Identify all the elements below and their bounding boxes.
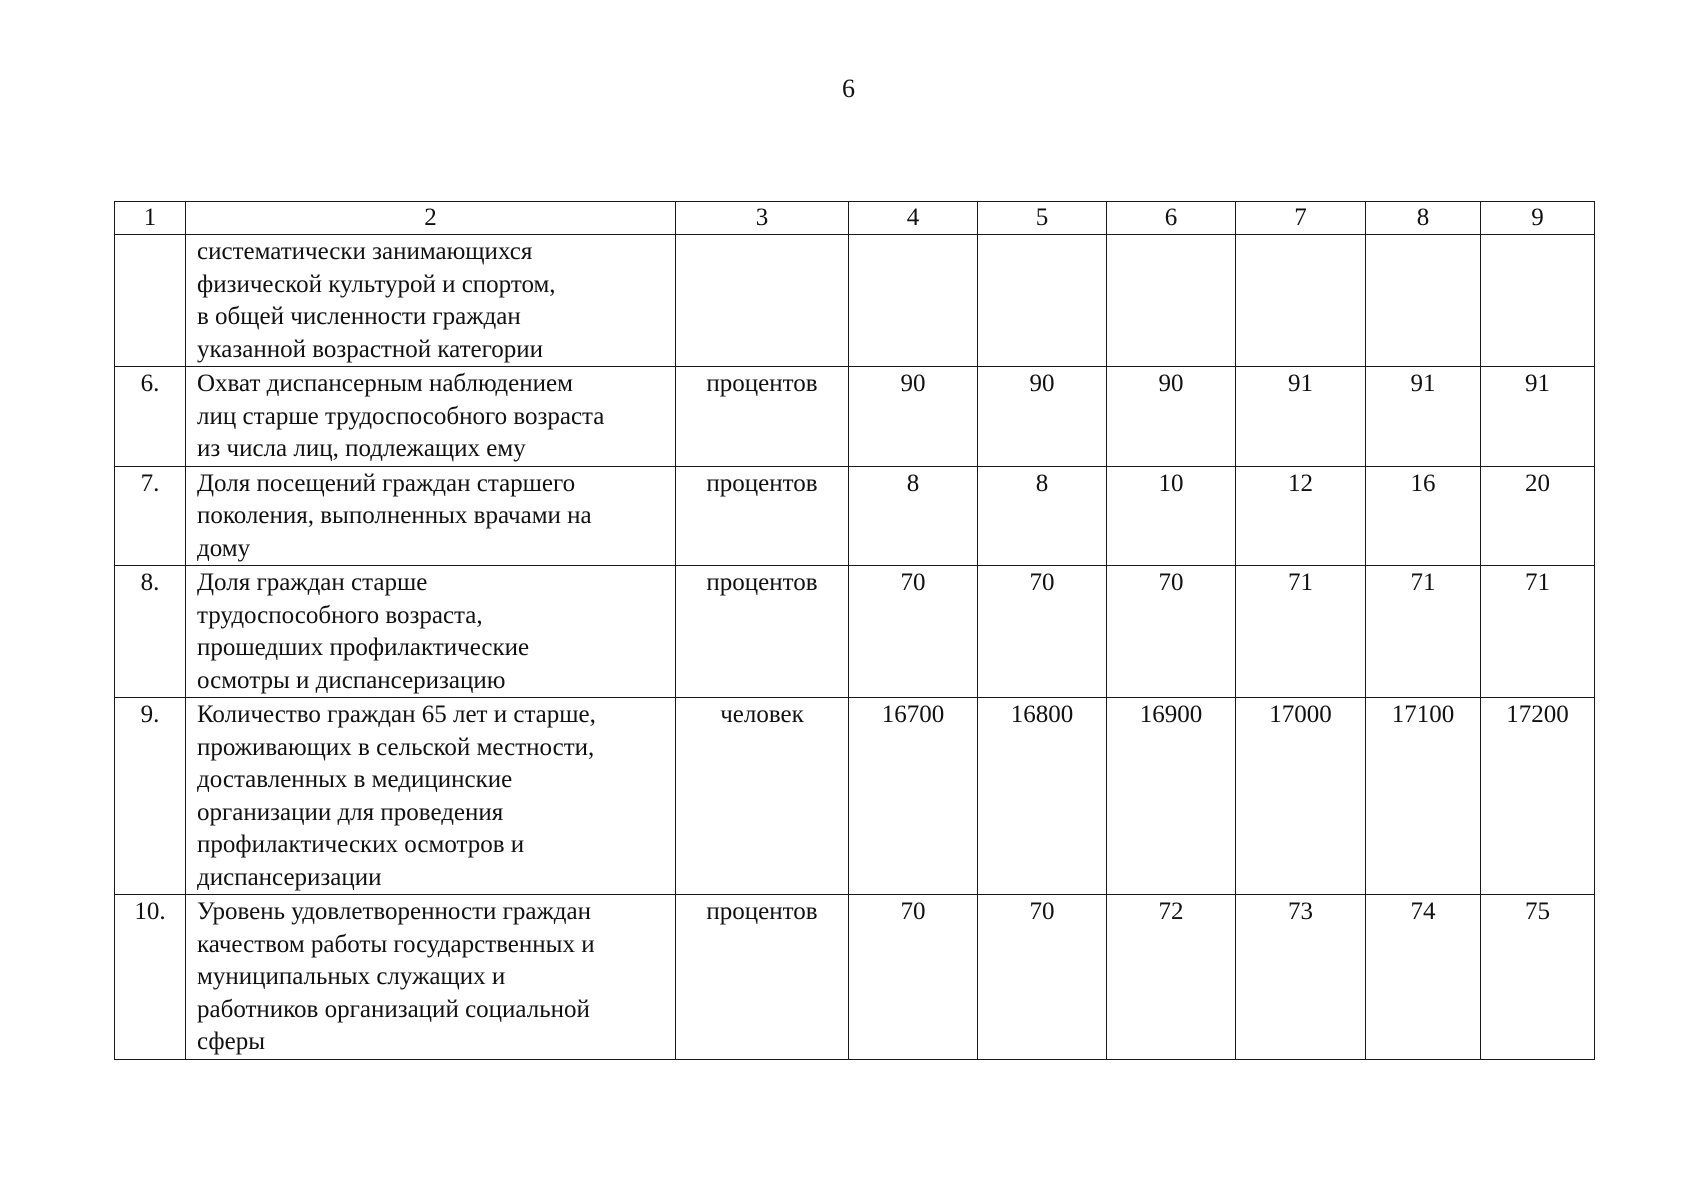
- indicator-name-line: из числа лиц, подлежащих ему: [197, 435, 526, 462]
- header-cell: 1: [115, 202, 186, 235]
- table-row: [115, 466, 1595, 566]
- value-cell: 90: [978, 367, 1107, 467]
- table-row: [115, 566, 1595, 698]
- indicator-name-line: трудоспособного возраста,: [197, 601, 483, 629]
- indicator-name-line: дому: [197, 534, 251, 562]
- indicators-table-container: [114, 201, 1594, 1060]
- indicator-name-cell: [186, 698, 676, 895]
- value-cell: 91: [1366, 367, 1481, 467]
- indicator-name-cell: [186, 466, 676, 566]
- indicator-name-line: диспансеризации: [197, 863, 382, 891]
- indicator-name-line: качеством работы государственных и: [197, 930, 595, 958]
- indicator-name-line: доставленных в медицинские: [197, 766, 513, 793]
- value-cell: 71: [1481, 566, 1595, 698]
- row-number-cell: 10.: [115, 895, 186, 1060]
- value-cell: 70: [978, 895, 1107, 1060]
- table-row: [115, 367, 1595, 467]
- value-cell: 74: [1366, 895, 1481, 1060]
- value-cell: 70: [1107, 566, 1236, 698]
- value-cell: 12: [1236, 466, 1366, 566]
- indicator-name-line: физической культурой и спортом,: [197, 270, 556, 298]
- indicator-name-line: прошедших профилактические: [197, 634, 530, 661]
- unit-cell: процентов: [676, 895, 849, 1060]
- unit-cell: человек: [676, 698, 849, 895]
- value-cell: 91: [1481, 367, 1595, 467]
- value-cell: [1107, 235, 1236, 367]
- value-cell: 70: [978, 566, 1107, 698]
- indicator-name-line: Охват диспансерным наблюдением: [197, 370, 573, 397]
- indicator-name-line: Доля посещений граждан старшего: [197, 469, 576, 497]
- indicator-name-cell: [186, 235, 676, 367]
- value-cell: 90: [1107, 367, 1236, 467]
- header-cell: 8: [1366, 202, 1481, 235]
- indicator-name-line: систематически занимающихся: [197, 238, 533, 265]
- value-cell: 16700: [849, 698, 978, 895]
- indicator-name-line: поколения, выполненных врачами на: [197, 502, 592, 529]
- indicator-name-line: профилактических осмотров и: [197, 831, 525, 858]
- indicator-name-line: Количество граждан 65 лет и старше,: [197, 701, 596, 728]
- value-cell: [1481, 235, 1595, 367]
- value-cell: 17200: [1481, 698, 1595, 895]
- value-cell: 20: [1481, 466, 1595, 566]
- value-cell: 8: [849, 466, 978, 566]
- value-cell: 8: [978, 466, 1107, 566]
- table-row: [115, 895, 1595, 1060]
- value-cell: [849, 235, 978, 367]
- row-number-cell: [115, 235, 186, 367]
- indicator-name-line: лиц старше трудоспособного возраста: [197, 402, 605, 430]
- indicator-name-line: проживающих в сельской местности,: [197, 733, 595, 761]
- header-cell: 5: [978, 202, 1107, 235]
- indicator-name-line: сферы: [197, 1028, 265, 1055]
- value-cell: 73: [1236, 895, 1366, 1060]
- row-number-cell: 6.: [115, 367, 186, 467]
- header-cell: 9: [1481, 202, 1595, 235]
- value-cell: 16900: [1107, 698, 1236, 895]
- value-cell: 10: [1107, 466, 1236, 566]
- value-cell: 91: [1236, 367, 1366, 467]
- value-cell: 70: [849, 566, 978, 698]
- value-cell: [1236, 235, 1366, 367]
- indicator-name-line: Доля граждан старше: [197, 569, 428, 596]
- value-cell: 70: [849, 895, 978, 1060]
- table-body: [115, 202, 1595, 1060]
- indicators-table: [114, 201, 1595, 1060]
- value-cell: 71: [1366, 566, 1481, 698]
- unit-cell: процентов: [676, 466, 849, 566]
- header-cell: 3: [676, 202, 849, 235]
- value-cell: 17100: [1366, 698, 1481, 895]
- unit-cell: [676, 235, 849, 367]
- value-cell: 90: [849, 367, 978, 467]
- unit-cell: процентов: [676, 566, 849, 698]
- table-row: [115, 698, 1595, 895]
- value-cell: 17000: [1236, 698, 1366, 895]
- header-cell: 6: [1107, 202, 1236, 235]
- indicator-name-cell: [186, 367, 676, 467]
- value-cell: 71: [1236, 566, 1366, 698]
- unit-cell: процентов: [676, 367, 849, 467]
- row-number-cell: 9.: [115, 698, 186, 895]
- table-row: [115, 235, 1595, 367]
- row-number-cell: 8.: [115, 566, 186, 698]
- page-number: 6: [842, 74, 855, 103]
- value-cell: [1366, 235, 1481, 367]
- row-number-cell: 7.: [115, 466, 186, 566]
- table-header-row: [115, 202, 1595, 235]
- indicator-name-line: в общей численности граждан: [197, 303, 521, 330]
- indicator-name-line: Уровень удовлетворенности граждан: [197, 898, 591, 925]
- indicator-name-line: осмотры и диспансеризацию: [197, 666, 506, 694]
- indicator-name-line: муниципальных служащих и: [197, 963, 506, 990]
- header-cell: 4: [849, 202, 978, 235]
- indicator-name-cell: [186, 566, 676, 698]
- indicator-name-line: работников организаций социальной: [197, 995, 590, 1023]
- value-cell: 16: [1366, 466, 1481, 566]
- indicator-name-line: организации для проведения: [197, 798, 504, 826]
- value-cell: 72: [1107, 895, 1236, 1060]
- indicator-name-cell: [186, 895, 676, 1060]
- header-cell: 7: [1236, 202, 1366, 235]
- value-cell: [978, 235, 1107, 367]
- value-cell: 75: [1481, 895, 1595, 1060]
- header-cell: 2: [186, 202, 676, 235]
- value-cell: 16800: [978, 698, 1107, 895]
- indicator-name-line: указанной возрастной категории: [197, 335, 543, 363]
